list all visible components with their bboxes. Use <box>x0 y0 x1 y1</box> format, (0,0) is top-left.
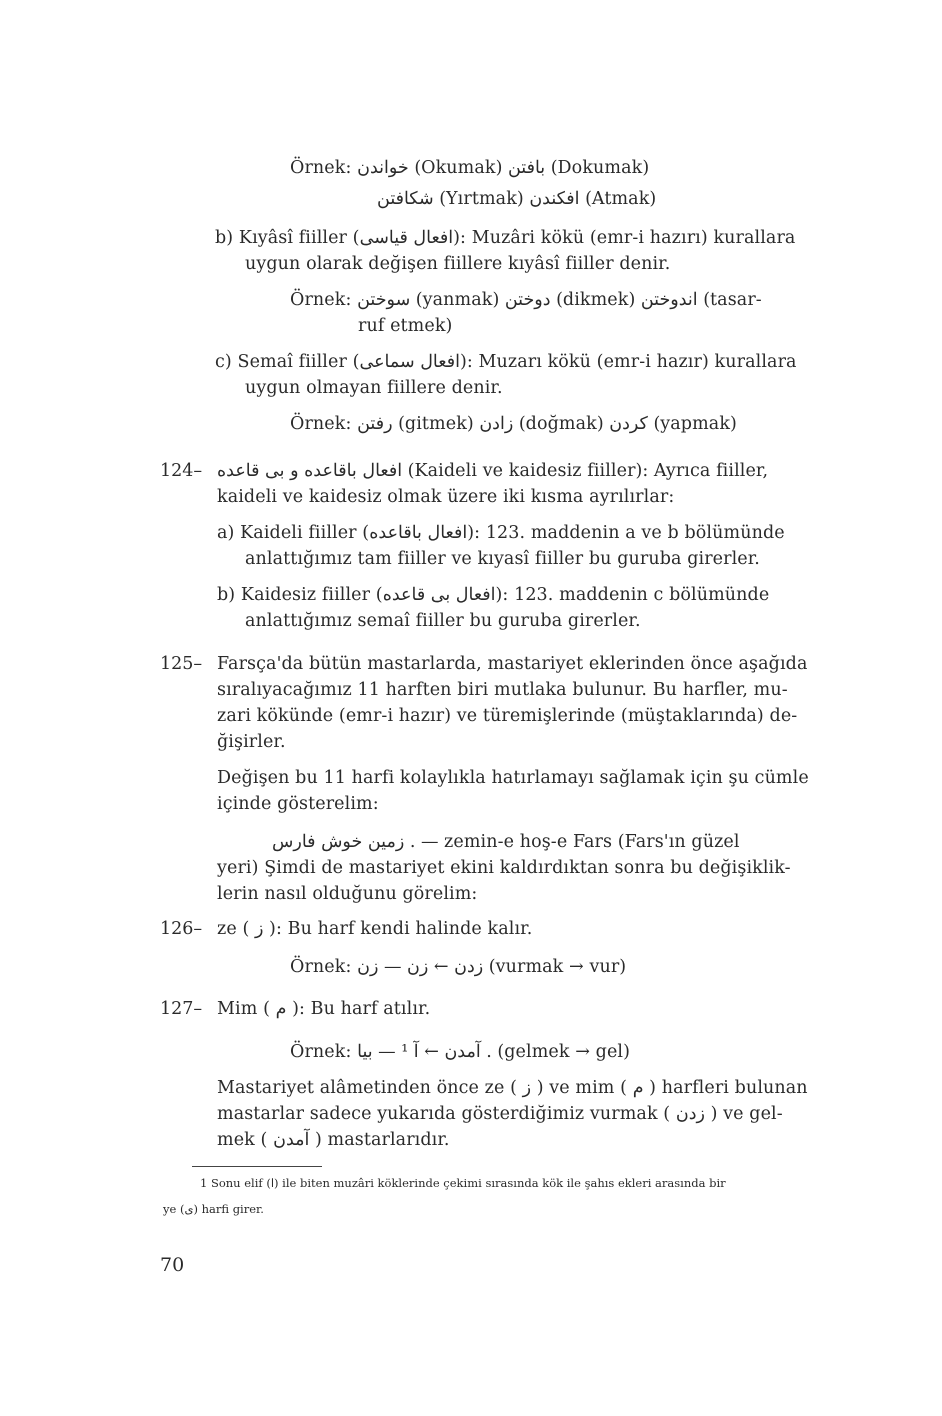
text-line: ze ( ز ): Bu harf kendi halinde kalır. <box>217 919 533 939</box>
text-line: sıralıyacağımız 11 harften biri mutlaka bulunur. Bu harfler, mu- <box>217 680 788 700</box>
text-line: Örnek: سوختن (yanmak) دوختن (dikmek) اندوختن (tasar- <box>290 290 762 310</box>
text-line: uygun olmayan fiillere denir. <box>245 378 503 398</box>
text-line: Örnek: رفتن (gitmek) زادن (doğmak) کردن (yapmak) <box>290 414 737 434</box>
text-line: mek ( آمدن ) mastarlarıdır. <box>217 1130 450 1150</box>
section-number: 125– <box>160 654 203 674</box>
text-line: ğişirler. <box>217 732 286 752</box>
text-line: anlattığımız semaî fiiller bu guruba girerler. <box>245 611 641 631</box>
text-line: anlattığımız tam fiiller ve kıyasî fiiller bu guruba girerler. <box>245 549 760 569</box>
text-line: içinde gösterelim: <box>217 794 379 814</box>
text-line: kaideli ve kaidesiz olmak üzere iki kısma ayrılırlar: <box>217 487 675 507</box>
text-line: zari kökünde (emr-i hazır) ve türemişlerinde (müştaklarında) de- <box>217 706 798 726</box>
text-line: yeri) Şimdi de mastariyet ekini kaldırdıktan sonra bu değişiklik- <box>217 858 791 878</box>
text-line: b) Kaidesiz fiiller (افعال بی قاعده): 123. maddenin c bölümünde <box>217 585 770 605</box>
text-line: Mastariyet alâmetinden önce ze ( ز ) ve mim ( م ) harfleri bulunan <box>217 1078 808 1098</box>
text-line: افعال باقاعده و بی قاعده (Kaideli ve kaidesiz fiiller): Ayrıca fiiller, <box>217 461 769 481</box>
text-line: ruf etmek) <box>358 316 453 336</box>
text-line: Örnek: زدن ← زن — زن (vurmak → vur) <box>290 957 627 977</box>
footnote-divider <box>192 1166 322 1167</box>
text-line: mastarlar sadece yukarıda gösterdiğimiz vurmak ( زدن ) ve gel- <box>217 1104 783 1124</box>
page-number: 70 <box>160 1254 185 1276</box>
text-line: Mim ( م ): Bu harf atılır. <box>217 999 431 1019</box>
section-number: 127– <box>160 999 203 1019</box>
text-line: c) Semaî fiiller (افعال سماعی): Muzarı kökü (emr-i hazır) kurallara <box>215 352 797 372</box>
text-line: Değişen bu 11 harfi kolaylıkla hatırlamayı sağlamak için şu cümle <box>217 768 809 788</box>
text-line: uygun olarak değişen fiillere kıyâsî fiiller denir. <box>245 254 671 274</box>
section-number: 126– <box>160 919 203 939</box>
text-line: lerin nasıl olduğunu görelim: <box>217 884 478 904</box>
footnote-line: ye (ی) harfi girer. <box>163 1202 264 1216</box>
text-line: b) Kıyâsî fiiller (افعال قیاسی): Muzâri kökü (emr-i hazırı) kurallara <box>215 228 796 248</box>
text-line: a) Kaideli fiiller (افعال باقاعده): 123. maddenin a ve b bölümünde <box>217 523 785 543</box>
footnote-line: 1 Sonu elif (ا) ile biten muzâri köklerinde çekimi sırasında kök ile şahıs ekleri arasında bir <box>200 1176 726 1190</box>
text-line: Örnek: خواندن (Okumak) بافتن (Dokumak) <box>290 158 650 178</box>
section-number: 124– <box>160 461 203 481</box>
text-line: شکافتن (Yırtmak) افکندن (Atmak) <box>377 189 657 209</box>
text-line: Farsça'da bütün mastarlarda, mastariyet eklerinden önce aşağıda <box>217 654 808 674</box>
text-line: Örnek: آمدن ← آ ¹ — بیا . (gelmek → gel) <box>290 1042 630 1062</box>
text-line: زمین خوش فارس . — zemin-e hoş-e Fars (Fars'ın güzel <box>272 832 740 852</box>
